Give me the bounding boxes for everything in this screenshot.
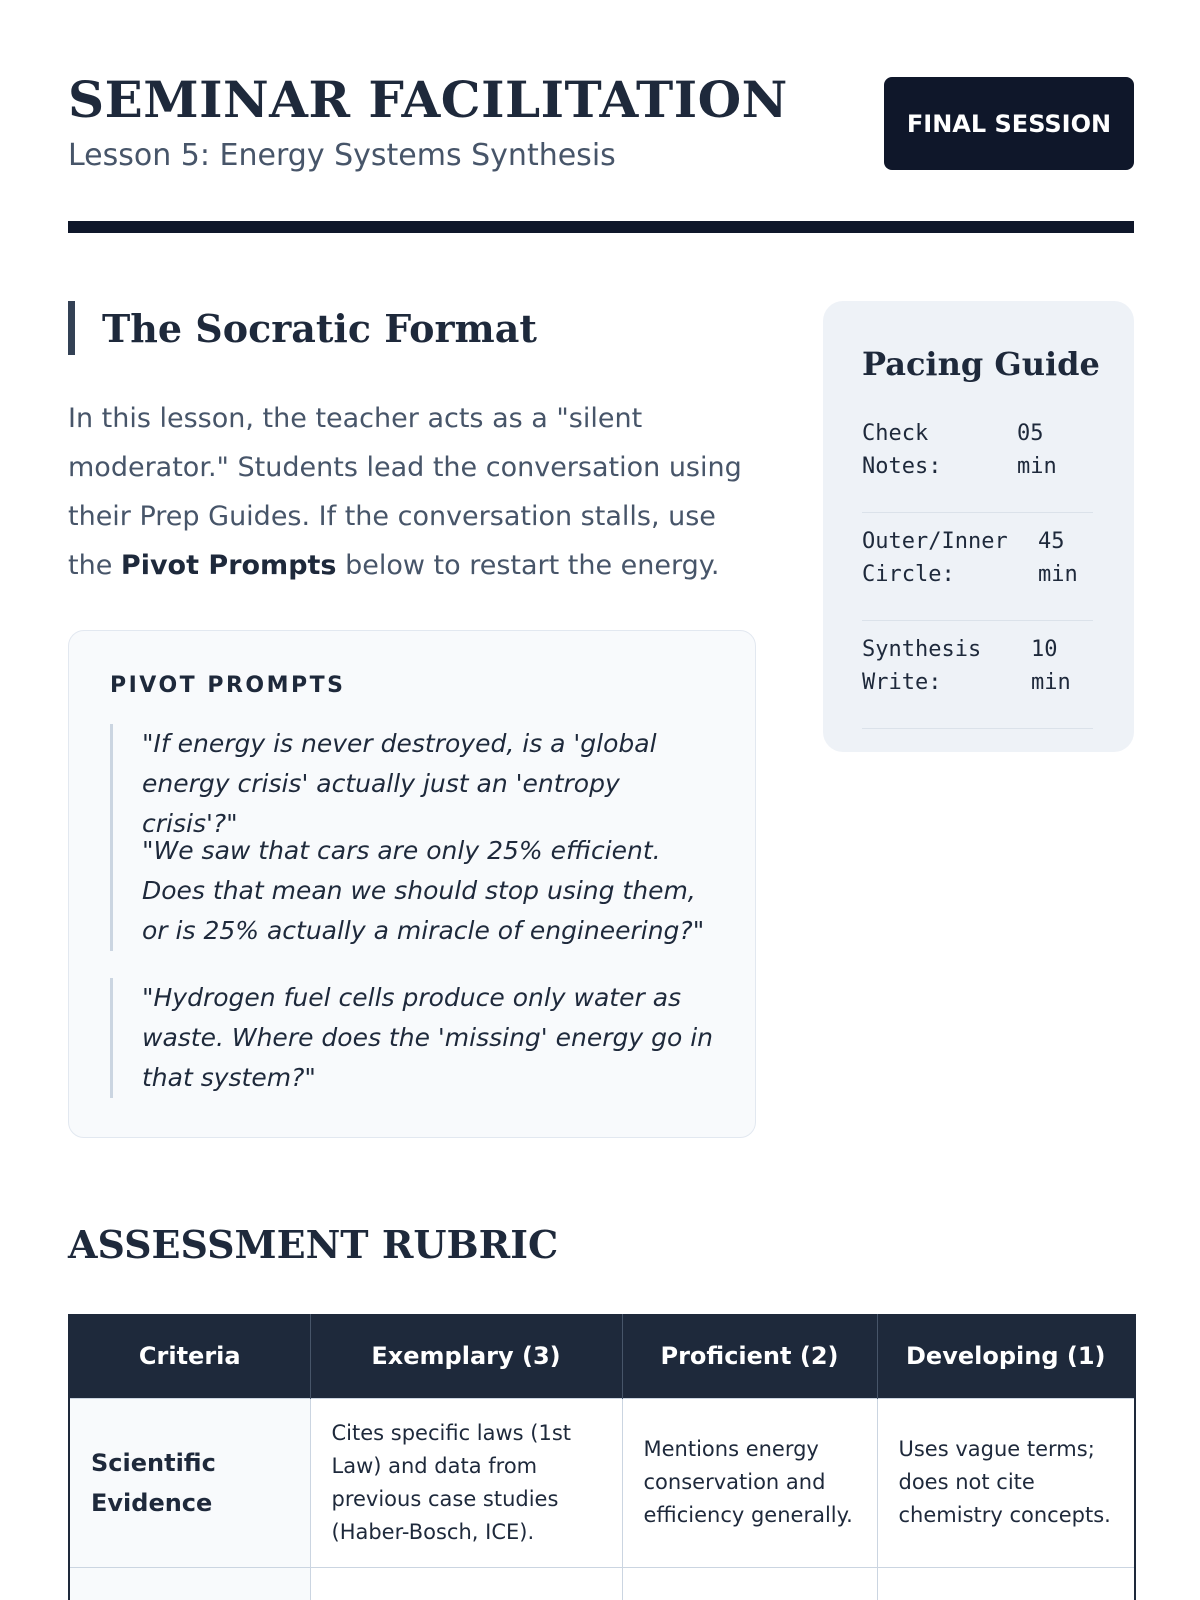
rubric-heading: ASSESSMENT RUBRIC xyxy=(68,1222,559,1267)
pivot-prompts-card xyxy=(68,630,756,1138)
rubric-developing-cell xyxy=(877,1567,1135,1600)
pacing-row xyxy=(862,621,1093,729)
pacing-row-label: Synthesis Write: xyxy=(862,637,982,695)
page-header xyxy=(68,66,1134,186)
intro-paragraph xyxy=(68,394,758,590)
session-badge: FINAL SESSION xyxy=(884,77,1134,170)
pacing-guide-title: Pacing Guide xyxy=(862,345,1100,383)
pivot-prompt-item: "We saw that cars are only 25% efficient. Does that mean we should stop using them, or is 25% actually a miracle of engineering?" xyxy=(110,831,720,951)
intro-text-start: In this lesson, the teacher acts as a "silent moderator." Students lead the conversation using their Prep Guides. If the conversation stalls, use the xyxy=(68,403,742,581)
rubric-column-header: Developing (1) xyxy=(877,1314,1135,1398)
table-row xyxy=(69,1567,1135,1600)
rubric-criteria-cell xyxy=(69,1567,310,1600)
assessment-rubric-table xyxy=(68,1314,1136,1600)
pivot-prompts-title: PIVOT PROMPTS xyxy=(110,673,346,698)
pacing-row-time: 05 min xyxy=(1017,421,1057,479)
rubric-exemplary-cell: Cites specific laws (1st Law) and data from previous case studies (Haber-Bosch, ICE). xyxy=(310,1398,622,1567)
rubric-column-header: Exemplary (3) xyxy=(310,1314,622,1398)
lesson-page xyxy=(68,0,1134,1600)
pacing-row-time: 10 min xyxy=(1031,637,1071,695)
pacing-row xyxy=(862,513,1093,621)
rubric-proficient-cell: Mentions energy conservation and efficiency generally. xyxy=(622,1398,877,1567)
rubric-column-header: Proficient (2) xyxy=(622,1314,877,1398)
pacing-row-label: Outer/Inner Circle: xyxy=(862,529,1008,587)
rubric-developing-cell: Uses vague terms; does not cite chemistry concepts. xyxy=(877,1398,1135,1567)
pivot-prompt-item: "If energy is never destroyed, is a 'global energy crisis' actually just an 'entropy crisis'?" xyxy=(110,724,720,844)
header-divider xyxy=(68,221,1134,233)
pivot-prompt-item: "Hydrogen fuel cells produce only water as waste. Where does the 'missing' energy go in that system?" xyxy=(110,978,720,1098)
rubric-header-row xyxy=(69,1314,1135,1398)
page-title: SEMINAR FACILITATION xyxy=(68,70,788,129)
pacing-row xyxy=(862,405,1093,513)
pacing-row-time: 45 min xyxy=(1038,529,1078,587)
table-row xyxy=(69,1398,1135,1567)
rubric-column-header: Criteria xyxy=(69,1314,310,1398)
intro-text-end: below to restart the energy. xyxy=(336,550,720,581)
rubric-proficient-cell xyxy=(622,1567,877,1600)
section-heading-socratic-format: The Socratic Format xyxy=(68,301,537,355)
pacing-guide-card xyxy=(823,301,1134,752)
intro-pivot-prompts-emphasis: Pivot Prompts xyxy=(120,550,337,581)
lesson-subtitle: Lesson 5: Energy Systems Synthesis xyxy=(68,138,616,173)
pacing-row-label: Check Notes: xyxy=(862,421,942,479)
rubric-criteria-cell: Scientific Evidence xyxy=(69,1398,310,1567)
rubric-exemplary-cell xyxy=(310,1567,622,1600)
